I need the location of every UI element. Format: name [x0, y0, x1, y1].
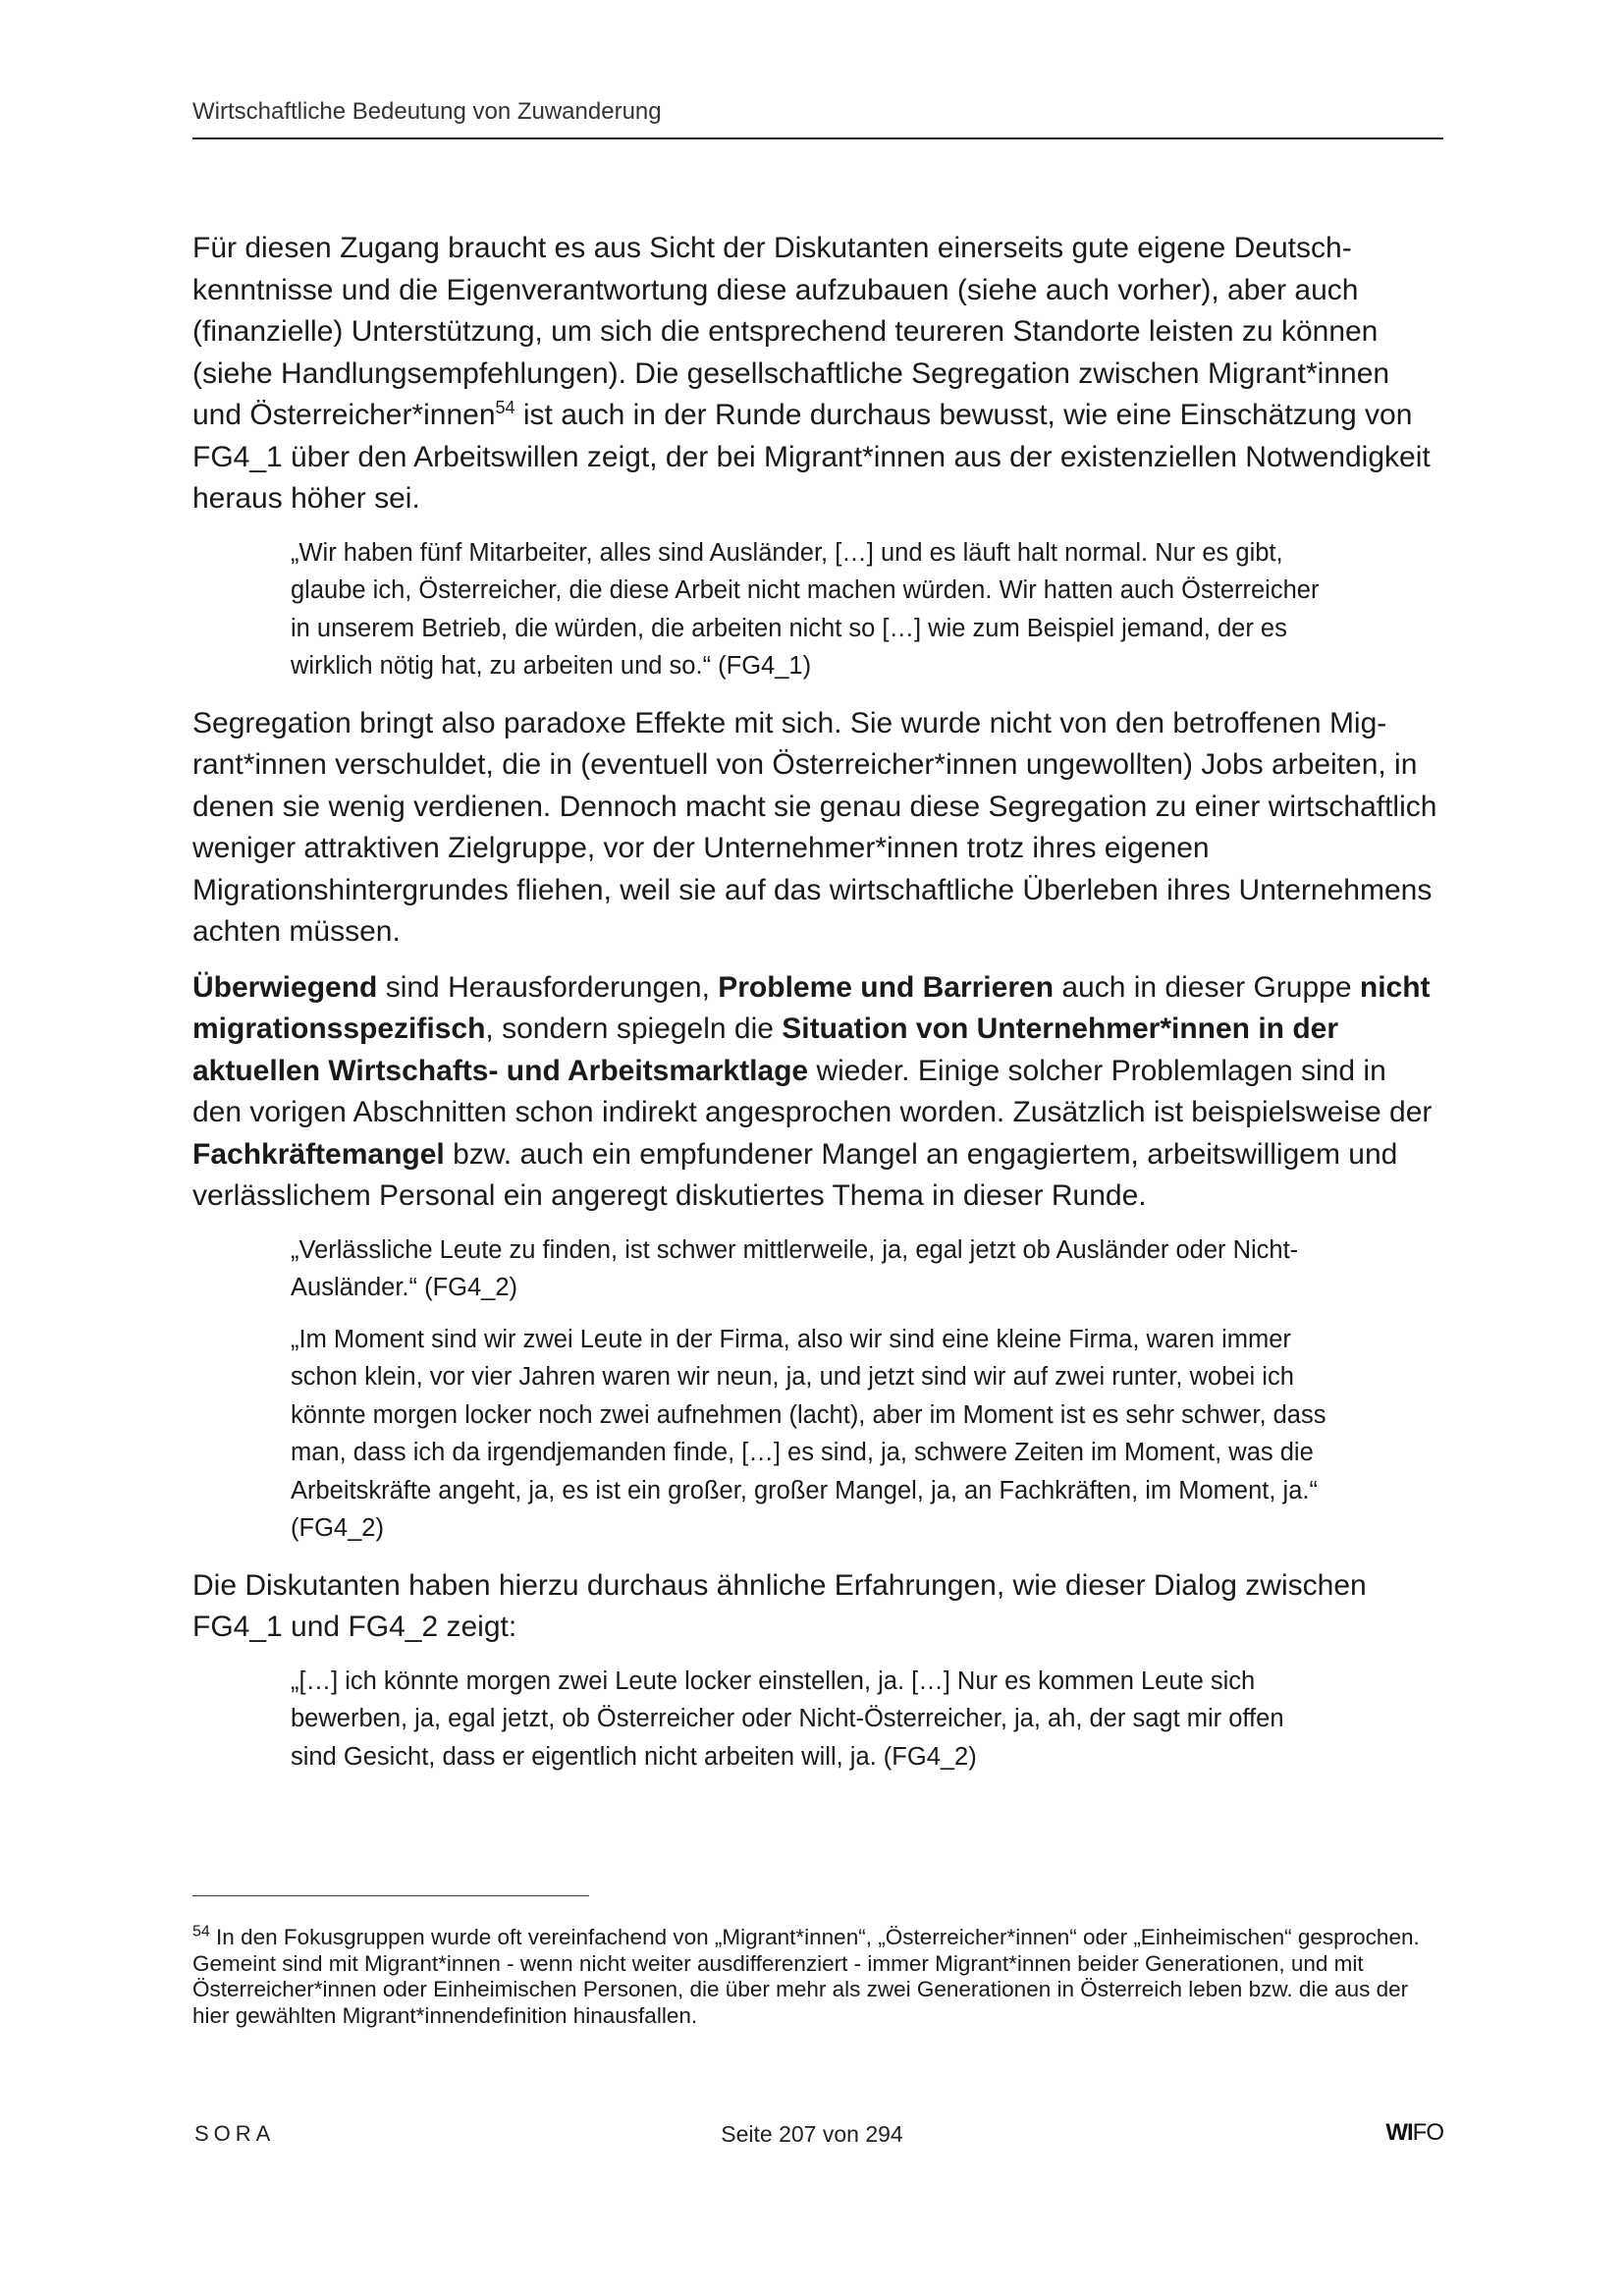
paragraph-4: Die Diskutanten haben hierzu durchaus ähnliche Erfahrungen, wie dieser Dialog zwischen FG4_1 und FG4_2 zeigt: [192, 1568, 1367, 1643]
bold-nicht-migrationsspezifisch: nicht migrationsspezifisch [192, 970, 1431, 1045]
bold-situation-unternehmer: Situation von Unternehmer*innen in der aktuellen Wirtschafts- und Arbeitsmarktlage [192, 1012, 1338, 1087]
footnote-number: 54 [192, 1923, 210, 1941]
paragraph-1-text-b: ist auch in der Runde durchaus bewusst, wie eine Einschätzung von FG4_1 über den Arbeitswillen zeigt, der bei Migrant*innen aus der existenziellen Notwendigkeit heraus höher sei. [192, 399, 1431, 515]
header-title: Wirtschaftliche Bedeutung von Zuwanderung [192, 98, 662, 125]
paragraph-3-text-4: wieder. Einige solcher Problemlagen sind in den vorigen Abschnitten schon indirekt angesprochen worden. Zusätzlich ist beispielsweise der [192, 1054, 1433, 1128]
wifo-logo-part-a: WI [1385, 2119, 1413, 2146]
wifo-logo-part-b: FO [1412, 2119, 1443, 2146]
quote-block-1 [192, 534, 1443, 685]
quote-block-3 [192, 1663, 1443, 1777]
page-number: Seite 207 von 294 [721, 2121, 903, 2147]
quote-fg4-1: „Wir haben fünf Mitarbeiter, alles sind Ausländer, […] und es läuft halt normal. Nur es gibt, glaube ich, Österreicher, die diese Arbeit nicht machen würden. Wir hatten auch Österreicher in unserem Betrieb, die würden, die arbeiten nicht so […] wie zum Beispiel jemand, der es wirklich nötig hat, zu arbeiten und so.“ (FG4_1) [291, 538, 1320, 680]
bold-fachkraeftemangel: Fachkräftemangel [192, 1137, 445, 1171]
paragraph-3-text-2: auch in dieser Gruppe [1054, 970, 1360, 1004]
paragraph-3-text-5: bzw. auch ein empfundener Mangel an engagiertem, arbeitswilligem und verlässlichem Personal ein angeregt diskutiertes Thema in dieser Runde. [192, 1137, 1398, 1212]
paragraph-3-text-1: sind Herausforderungen, [377, 970, 719, 1004]
paragraph-3-text-3: , sondern spiegeln die [485, 1012, 783, 1045]
footer-wifo-logo [1385, 2119, 1443, 2147]
quote-fg4-2-b: „Im Moment sind wir zwei Leute in der Firma, also wir sind eine kleine Firma, waren immer schon klein, vor vier Jahren waren wir neun, ja, und jetzt sind wir auf zwei runter, wobei ich könnte morgen locker noch zwei aufnehmen (lacht), aber im Moment ist es sehr schwer, dass man, dass ich da irgendjemanden finde, […] es sind, ja, schwere Zeiten im Moment, was die Arbeitskräfte angeht, ja, es ist ein großer, großer Mangel, ja, an Fachkräften, im Moment, ja.“ (FG4_2) [291, 1325, 1326, 1542]
paragraph-1-text-a: Für diesen Zugang braucht es aus Sicht der Diskutanten einerseits gute eigene Deutschkenntnisse und die Eigenverantwortung diese aufzubauen (siehe auch vorher), aber auch (finanzielle) Unterstützung, um sich die entsprechend teureren Standorte leisten zu können (siehe Handlungsempfehlungen). Die gesellschaftliche Segregation zwischen Migrant*innen und Österreicher*innen [192, 232, 1390, 431]
footnote-text: In den Fokusgruppen wurde oft vereinfachend von „Migrant*innen“, „Österreicher*innen“ oder „Einheimischen“ gesprochen. Gemeint sind mit Migrant*innen - wenn nicht weiter ausdifferenziert - immer Migrant*innen beider Generationen, und mit Österreicher*innen oder Einheimischen Personen, die über mehr als zwei Generationen in Österreich leben bzw. die aus der hier gewählten Migrant*innendefinition hinausfallen. [192, 1925, 1420, 2028]
page-header [192, 94, 1443, 139]
quote-fg4-2-a: „Verlässliche Leute zu finden, ist schwer mittlerweile, ja, egal jetzt ob Ausländer oder Nicht-Ausländer.“ (FG4_2) [291, 1235, 1299, 1301]
quote-block-2 [192, 1231, 1443, 1548]
footnote-reference[interactable]: 54 [495, 398, 515, 417]
footnote-54 [192, 1925, 1443, 2029]
footnote-separator [192, 1895, 589, 1896]
footer-sora-logo: SORA [194, 2121, 276, 2146]
quote-fg4-2-c: „[…] ich könnte morgen zwei Leute locker einstellen, ja. […] Nur es kommen Leute sich bewerben, ja, egal jetzt, ob Österreicher oder Nicht-Österreicher, ja, ah, der sagt mir offen sind Gesicht, dass er eigentlich nicht arbeiten will, ja. (FG4_2) [291, 1667, 1284, 1771]
paragraph-3 [192, 967, 1443, 1218]
bold-probleme-barrieren: Probleme und Barrieren [718, 970, 1055, 1004]
main-content [192, 228, 1443, 1793]
paragraph-1 [192, 228, 1443, 520]
paragraph-2: Segregation bringt also paradoxe Effekte mit sich. Sie wurde nicht von den betroffenen Migrant*innen verschuldet, die in (eventuell von Österreicher*innen ungewollten) Jobs arbeiten, in denen sie wenig verdienen. Dennoch macht sie genau diese Segregation zu einer wirtschaftlich weniger attraktiven Zielgruppe, vor der Unternehmer*innen trotz ihres eigenen Migrationshintergrundes fliehen, weil sie auf das wirtschaftliche Überleben ihres Unternehmens achten müssen. [192, 706, 1437, 948]
bold-ueberwiegend: Überwiegend [192, 970, 378, 1004]
